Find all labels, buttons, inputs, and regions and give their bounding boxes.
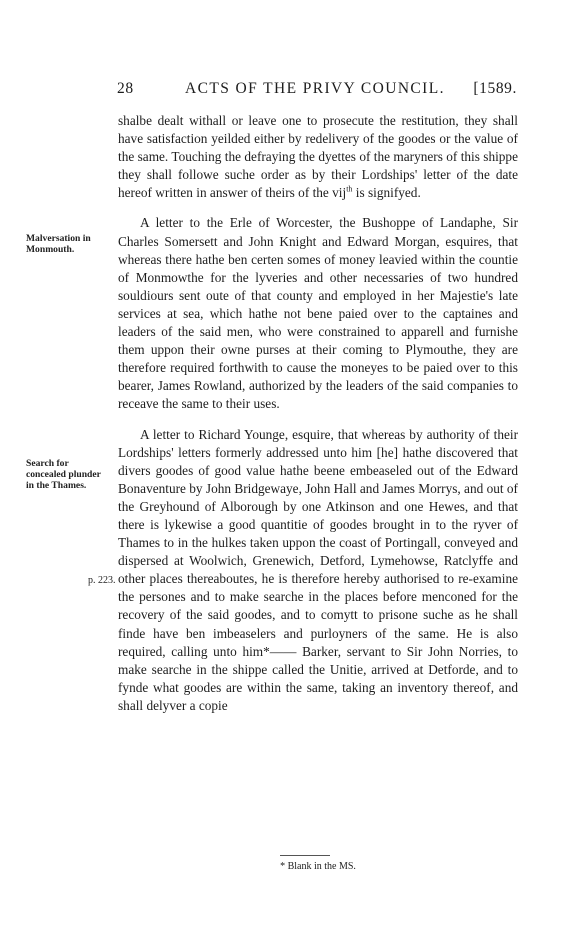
superscript: th (346, 184, 353, 194)
running-title: ACTS OF THE PRIVY COUNCIL. (185, 80, 445, 97)
paragraph-worcester-letter: A letter to the Erle of Worcester, the Bushoppe of Landaphe, Sir Charles Somersett and John Knight and Edward Morgan, esquires, that whereas there hathe ben certen somes of money leavied within the countie of Monmowthe for the lyveries and other necessaries of two hundred souldiours sent oute of that county and employed in her Majestie's late services at sea, which hathe not bene paied over to the captaines and leaders of the said men, who were constrained to apparell and furnishe them uppon their owne purses at their coming to Plymouthe, they are therefore required forthwith to cause the moneyes to be paied over to this bearer, James Rowland, authorized by the leaders of the said companies to receave the same to their uses. (118, 215, 518, 412)
paragraph-continuation: shalbe dealt withall or leave one to prosecute the restitution, they shall have satisfaction yeilded either by redelivery of the goodes or the value of the same. Touching the defraying the dyettes of the maryners of this shippe they shall followe suche order as by their Lordships' letter of the date hereof written in answer of theirs of the vij$^{th}$ is signifyed. (118, 113, 518, 201)
page-number: 28 (117, 80, 134, 97)
running-year: [1589. (473, 80, 517, 97)
body-text (118, 112, 518, 727)
margin-note-search: Search for concealed plunder in the Thames. (26, 458, 101, 491)
footnote: * Blank in the MS. (280, 861, 356, 872)
footnote-rule (280, 855, 330, 856)
page-reference: p. 223. (88, 575, 116, 586)
margin-note-malversation: Malversation in Monmouth. (26, 233, 91, 255)
paragraph-younge-letter: A letter to Richard Younge, esquire, that whereas by authority of their Lordships' letters formerly addressed unto him [he] hathe discovered that divers goodes of good value hathe beene embeaseled out of the Edward Bonaventure by John Bridgewaye, John Hall and James Morrys, and out of the Greyhound of Alborough by one Atkinson and one Hewes, and that there is lykewise a good quantitie of goodes brought in to the ryver of Thames to in the hulkes taken uppon the coast of Portingall, conveyed and dispersed at Woolwich, Grenewich, Detford, Lymehowse, Ratclyffe and other places thereaboutes, he is therefore hereby authorised to re-examine the persones and to make searche in the places before menconed for the recovery of the said goodes, and to comytt to prisone suche as he shall finde have ben imbeaselers and purloyners of the same. He is also required, calling unto him*—— Barker, servant to Sir John Norries, to make searche in the shippe called the Unitie, arrived at Detforde, and to fynde what goodes are within the same, taking an inventory thereof, and shall delyver a copie (118, 426, 518, 713)
running-head (117, 80, 517, 102)
